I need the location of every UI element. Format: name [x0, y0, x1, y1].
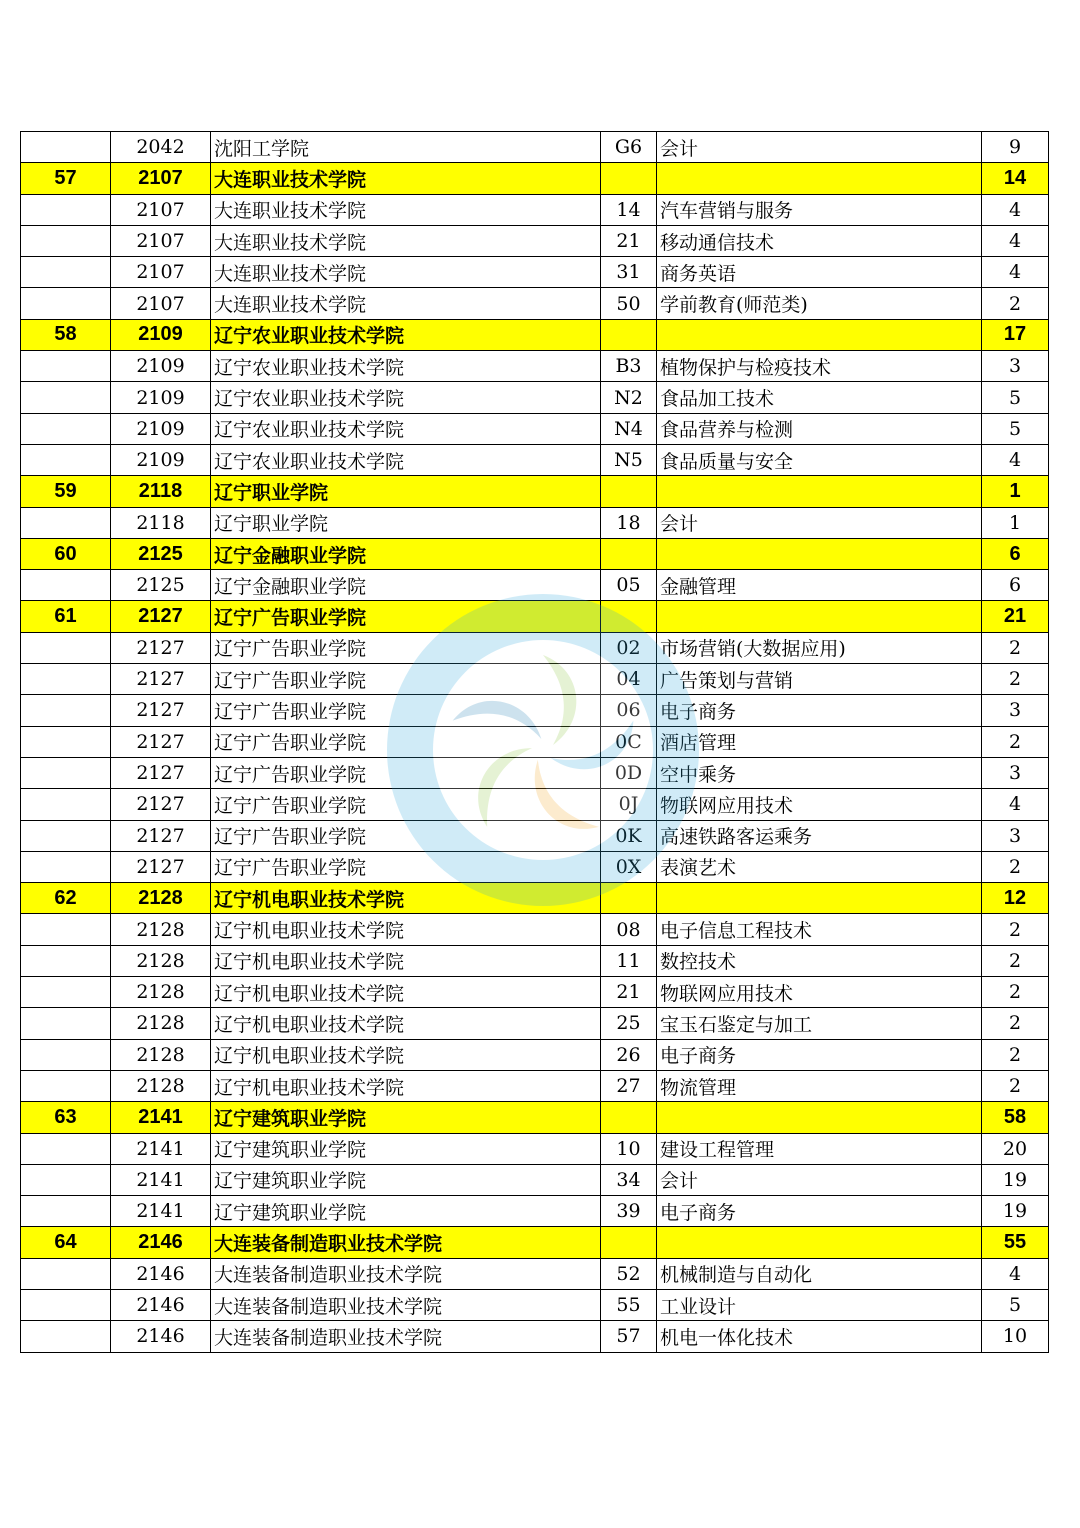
- major-row: [21, 977, 1049, 1008]
- seq-cell: [21, 444, 111, 475]
- major-code-cell: 05: [601, 570, 657, 601]
- school-summary-row: [21, 476, 1049, 507]
- school-code-cell: 2107: [111, 163, 211, 194]
- major-code-cell: 14: [601, 194, 657, 225]
- major-row: [21, 1321, 1049, 1352]
- school-code-cell: 2127: [111, 726, 211, 757]
- major-name-cell: 植物保护与检疫技术: [657, 351, 982, 382]
- school-name-cell: 辽宁农业职业技术学院: [211, 382, 601, 413]
- major-name-cell: 电子信息工程技术: [657, 914, 982, 945]
- school-code-cell: 2128: [111, 1039, 211, 1070]
- school-code-cell: 2118: [111, 507, 211, 538]
- total-plan-cell: 12: [982, 883, 1049, 914]
- seq-cell: [21, 351, 111, 382]
- seq-cell: [21, 288, 111, 319]
- major-code-cell: [601, 319, 657, 350]
- major-code-cell: 0D: [601, 757, 657, 788]
- major-name-cell: 学前教育(师范类): [657, 288, 982, 319]
- school-summary-row: [21, 319, 1049, 350]
- seq-cell: [21, 382, 111, 413]
- major-name-cell: 金融管理: [657, 570, 982, 601]
- seq-cell: [21, 413, 111, 444]
- major-row: [21, 507, 1049, 538]
- seq-cell: [21, 507, 111, 538]
- major-row: [21, 288, 1049, 319]
- school-name-cell: 大连装备制造职业技术学院: [211, 1289, 601, 1320]
- major-code-cell: [601, 883, 657, 914]
- major-name-cell: 酒店管理: [657, 726, 982, 757]
- plan-count-cell: 4: [982, 444, 1049, 475]
- school-name-cell: 辽宁广告职业学院: [211, 789, 601, 820]
- school-code-cell: 2146: [111, 1321, 211, 1352]
- seq-cell: [21, 570, 111, 601]
- major-code-cell: [601, 163, 657, 194]
- major-row: [21, 851, 1049, 882]
- school-name-cell: 辽宁机电职业技术学院: [211, 1008, 601, 1039]
- school-summary-row: [21, 1227, 1049, 1258]
- school-code-cell: 2109: [111, 413, 211, 444]
- major-name-cell: [657, 601, 982, 632]
- school-summary-row: [21, 1102, 1049, 1133]
- total-plan-cell: 55: [982, 1227, 1049, 1258]
- seq-cell: [21, 664, 111, 695]
- major-row: [21, 351, 1049, 382]
- major-code-cell: 06: [601, 695, 657, 726]
- major-name-cell: 会计: [657, 507, 982, 538]
- school-name-cell: 辽宁农业职业技术学院: [211, 444, 601, 475]
- school-name-cell: 辽宁机电职业技术学院: [211, 914, 601, 945]
- major-name-cell: 物联网应用技术: [657, 977, 982, 1008]
- total-plan-cell: 21: [982, 601, 1049, 632]
- school-code-cell: 2125: [111, 538, 211, 569]
- major-code-cell: 0X: [601, 851, 657, 882]
- plan-count-cell: 5: [982, 382, 1049, 413]
- major-code-cell: 11: [601, 945, 657, 976]
- plan-count-cell: 2: [982, 1008, 1049, 1039]
- school-name-cell: 辽宁职业学院: [211, 507, 601, 538]
- major-name-cell: 空中乘务: [657, 757, 982, 788]
- seq-cell: 61: [21, 601, 111, 632]
- school-name-cell: 大连职业技术学院: [211, 194, 601, 225]
- school-summary-row: [21, 601, 1049, 632]
- major-name-cell: 会计: [657, 1164, 982, 1195]
- major-row: [21, 382, 1049, 413]
- school-code-cell: 2128: [111, 914, 211, 945]
- major-name-cell: [657, 319, 982, 350]
- major-row: [21, 914, 1049, 945]
- school-code-cell: 2128: [111, 977, 211, 1008]
- major-name-cell: 食品加工技术: [657, 382, 982, 413]
- seq-cell: [21, 194, 111, 225]
- seq-cell: 62: [21, 883, 111, 914]
- seq-cell: [21, 1258, 111, 1289]
- seq-cell: [21, 1164, 111, 1195]
- plan-count-cell: 4: [982, 194, 1049, 225]
- major-name-cell: 工业设计: [657, 1289, 982, 1320]
- school-name-cell: 辽宁农业职业技术学院: [211, 319, 601, 350]
- seq-cell: 59: [21, 476, 111, 507]
- plan-count-cell: 2: [982, 977, 1049, 1008]
- major-row: [21, 1133, 1049, 1164]
- major-row: [21, 1039, 1049, 1070]
- major-name-cell: [657, 1227, 982, 1258]
- school-name-cell: 大连装备制造职业技术学院: [211, 1258, 601, 1289]
- major-code-cell: 10: [601, 1133, 657, 1164]
- major-name-cell: 移动通信技术: [657, 225, 982, 256]
- school-code-cell: 2128: [111, 1008, 211, 1039]
- plan-count-cell: 2: [982, 1070, 1049, 1101]
- major-code-cell: 0K: [601, 820, 657, 851]
- school-code-cell: 2141: [111, 1164, 211, 1195]
- school-code-cell: 2127: [111, 664, 211, 695]
- plan-count-cell: 2: [982, 945, 1049, 976]
- total-plan-cell: 17: [982, 319, 1049, 350]
- major-name-cell: 物联网应用技术: [657, 789, 982, 820]
- major-name-cell: 高速铁路客运乘务: [657, 820, 982, 851]
- school-code-cell: 2146: [111, 1258, 211, 1289]
- school-name-cell: 辽宁建筑职业学院: [211, 1102, 601, 1133]
- major-row: [21, 225, 1049, 256]
- school-code-cell: 2109: [111, 319, 211, 350]
- major-name-cell: [657, 476, 982, 507]
- major-row: [21, 1258, 1049, 1289]
- major-name-cell: [657, 883, 982, 914]
- major-row: [21, 1164, 1049, 1195]
- school-name-cell: 辽宁机电职业技术学院: [211, 1070, 601, 1101]
- school-name-cell: 沈阳工学院: [211, 132, 601, 163]
- plan-count-cell: 4: [982, 789, 1049, 820]
- seq-cell: 57: [21, 163, 111, 194]
- plan-count-cell: 9: [982, 132, 1049, 163]
- school-code-cell: 2107: [111, 225, 211, 256]
- plan-count-cell: 5: [982, 1289, 1049, 1320]
- seq-cell: [21, 257, 111, 288]
- school-name-cell: 辽宁机电职业技术学院: [211, 977, 601, 1008]
- plan-count-cell: 5: [982, 413, 1049, 444]
- major-name-cell: 机械制造与自动化: [657, 1258, 982, 1289]
- major-name-cell: 汽车营销与服务: [657, 194, 982, 225]
- school-code-cell: 2107: [111, 194, 211, 225]
- school-code-cell: 2141: [111, 1133, 211, 1164]
- major-code-cell: 18: [601, 507, 657, 538]
- school-name-cell: 辽宁广告职业学院: [211, 695, 601, 726]
- school-code-cell: 2127: [111, 695, 211, 726]
- major-code-cell: [601, 1227, 657, 1258]
- major-code-cell: 04: [601, 664, 657, 695]
- major-row: [21, 1196, 1049, 1227]
- major-code-cell: 25: [601, 1008, 657, 1039]
- school-code-cell: 2118: [111, 476, 211, 507]
- seq-cell: [21, 851, 111, 882]
- school-name-cell: 辽宁广告职业学院: [211, 820, 601, 851]
- school-code-cell: 2042: [111, 132, 211, 163]
- seq-cell: [21, 225, 111, 256]
- plan-count-cell: 2: [982, 851, 1049, 882]
- seq-cell: [21, 914, 111, 945]
- plan-count-cell: 3: [982, 757, 1049, 788]
- plan-count-cell: 2: [982, 914, 1049, 945]
- plan-count-cell: 6: [982, 570, 1049, 601]
- major-name-cell: 商务英语: [657, 257, 982, 288]
- school-name-cell: 辽宁广告职业学院: [211, 632, 601, 663]
- major-code-cell: 08: [601, 914, 657, 945]
- major-code-cell: [601, 601, 657, 632]
- plan-count-cell: 3: [982, 351, 1049, 382]
- school-summary-row: [21, 163, 1049, 194]
- school-name-cell: 辽宁机电职业技术学院: [211, 1039, 601, 1070]
- major-name-cell: [657, 1102, 982, 1133]
- major-row: [21, 664, 1049, 695]
- seq-cell: 60: [21, 538, 111, 569]
- total-plan-cell: 6: [982, 538, 1049, 569]
- major-code-cell: B3: [601, 351, 657, 382]
- major-code-cell: [601, 476, 657, 507]
- major-code-cell: G6: [601, 132, 657, 163]
- major-code-cell: 55: [601, 1289, 657, 1320]
- seq-cell: [21, 1070, 111, 1101]
- school-summary-row: [21, 538, 1049, 569]
- major-code-cell: 39: [601, 1196, 657, 1227]
- plan-count-cell: 2: [982, 726, 1049, 757]
- school-code-cell: 2127: [111, 789, 211, 820]
- seq-cell: 58: [21, 319, 111, 350]
- major-name-cell: [657, 163, 982, 194]
- seq-cell: 64: [21, 1227, 111, 1258]
- major-row: [21, 413, 1049, 444]
- school-name-cell: 辽宁机电职业技术学院: [211, 883, 601, 914]
- major-code-cell: 02: [601, 632, 657, 663]
- major-row: [21, 945, 1049, 976]
- seq-cell: [21, 1321, 111, 1352]
- seq-cell: [21, 789, 111, 820]
- school-name-cell: 大连职业技术学院: [211, 257, 601, 288]
- major-code-cell: N5: [601, 444, 657, 475]
- major-row: [21, 726, 1049, 757]
- seq-cell: [21, 695, 111, 726]
- seq-cell: [21, 820, 111, 851]
- school-name-cell: 辽宁职业学院: [211, 476, 601, 507]
- school-code-cell: 2146: [111, 1289, 211, 1320]
- school-code-cell: 2107: [111, 257, 211, 288]
- school-name-cell: 辽宁广告职业学院: [211, 601, 601, 632]
- seq-cell: [21, 1289, 111, 1320]
- school-name-cell: 辽宁农业职业技术学院: [211, 351, 601, 382]
- major-code-cell: 57: [601, 1321, 657, 1352]
- school-name-cell: 大连装备制造职业技术学院: [211, 1321, 601, 1352]
- major-row: [21, 1008, 1049, 1039]
- major-code-cell: [601, 538, 657, 569]
- major-name-cell: 电子商务: [657, 695, 982, 726]
- major-name-cell: 机电一体化技术: [657, 1321, 982, 1352]
- school-code-cell: 2141: [111, 1102, 211, 1133]
- major-row: [21, 789, 1049, 820]
- major-code-cell: 34: [601, 1164, 657, 1195]
- school-name-cell: 辽宁建筑职业学院: [211, 1133, 601, 1164]
- plan-count-cell: 19: [982, 1164, 1049, 1195]
- school-code-cell: 2127: [111, 757, 211, 788]
- school-code-cell: 2127: [111, 632, 211, 663]
- seq-cell: [21, 1039, 111, 1070]
- school-name-cell: 辽宁广告职业学院: [211, 726, 601, 757]
- school-name-cell: 辽宁农业职业技术学院: [211, 413, 601, 444]
- major-row: [21, 257, 1049, 288]
- major-name-cell: 会计: [657, 132, 982, 163]
- school-code-cell: 2125: [111, 570, 211, 601]
- seq-cell: [21, 726, 111, 757]
- major-row: [21, 632, 1049, 663]
- school-code-cell: 2128: [111, 945, 211, 976]
- plan-count-cell: 2: [982, 664, 1049, 695]
- school-code-cell: 2107: [111, 288, 211, 319]
- school-code-cell: 2128: [111, 883, 211, 914]
- major-code-cell: 0J: [601, 789, 657, 820]
- school-code-cell: 2127: [111, 820, 211, 851]
- major-code-cell: 52: [601, 1258, 657, 1289]
- school-code-cell: 2109: [111, 351, 211, 382]
- major-name-cell: 食品营养与检测: [657, 413, 982, 444]
- school-name-cell: 辽宁广告职业学院: [211, 664, 601, 695]
- school-name-cell: 辽宁广告职业学院: [211, 851, 601, 882]
- major-row: [21, 444, 1049, 475]
- seq-cell: [21, 1133, 111, 1164]
- major-name-cell: 数控技术: [657, 945, 982, 976]
- enrollment-plan-table: [20, 131, 1049, 1353]
- seq-cell: [21, 945, 111, 976]
- plan-count-cell: 2: [982, 288, 1049, 319]
- plan-count-cell: 1: [982, 507, 1049, 538]
- major-row: [21, 695, 1049, 726]
- seq-cell: [21, 132, 111, 163]
- major-row: [21, 132, 1049, 163]
- school-name-cell: 辽宁建筑职业学院: [211, 1196, 601, 1227]
- plan-count-cell: 3: [982, 820, 1049, 851]
- school-name-cell: 辽宁建筑职业学院: [211, 1164, 601, 1195]
- school-code-cell: 2127: [111, 601, 211, 632]
- plan-count-cell: 4: [982, 1258, 1049, 1289]
- plan-count-cell: 2: [982, 1039, 1049, 1070]
- major-code-cell: [601, 1102, 657, 1133]
- seq-cell: [21, 632, 111, 663]
- plan-count-cell: 19: [982, 1196, 1049, 1227]
- major-row: [21, 757, 1049, 788]
- school-name-cell: 辽宁金融职业学院: [211, 570, 601, 601]
- major-name-cell: 市场营销(大数据应用): [657, 632, 982, 663]
- major-code-cell: 21: [601, 977, 657, 1008]
- plan-count-cell: 4: [982, 257, 1049, 288]
- school-code-cell: 2109: [111, 444, 211, 475]
- plan-count-cell: 3: [982, 695, 1049, 726]
- major-code-cell: 26: [601, 1039, 657, 1070]
- school-name-cell: 大连装备制造职业技术学院: [211, 1227, 601, 1258]
- plan-count-cell: 10: [982, 1321, 1049, 1352]
- total-plan-cell: 58: [982, 1102, 1049, 1133]
- major-name-cell: 表演艺术: [657, 851, 982, 882]
- major-name-cell: 物流管理: [657, 1070, 982, 1101]
- major-row: [21, 570, 1049, 601]
- major-name-cell: 宝玉石鉴定与加工: [657, 1008, 982, 1039]
- major-code-cell: 27: [601, 1070, 657, 1101]
- major-name-cell: [657, 538, 982, 569]
- seq-cell: [21, 1196, 111, 1227]
- major-code-cell: 0C: [601, 726, 657, 757]
- major-name-cell: 电子商务: [657, 1196, 982, 1227]
- plan-count-cell: 4: [982, 225, 1049, 256]
- school-name-cell: 大连职业技术学院: [211, 225, 601, 256]
- major-code-cell: N2: [601, 382, 657, 413]
- school-summary-row: [21, 883, 1049, 914]
- major-row: [21, 820, 1049, 851]
- major-name-cell: 电子商务: [657, 1039, 982, 1070]
- school-name-cell: 辽宁机电职业技术学院: [211, 945, 601, 976]
- major-row: [21, 1070, 1049, 1101]
- plan-count-cell: 2: [982, 632, 1049, 663]
- major-code-cell: 50: [601, 288, 657, 319]
- school-name-cell: 大连职业技术学院: [211, 288, 601, 319]
- table-body: [21, 132, 1049, 1353]
- major-name-cell: 建设工程管理: [657, 1133, 982, 1164]
- school-code-cell: 2109: [111, 382, 211, 413]
- school-code-cell: 2141: [111, 1196, 211, 1227]
- major-code-cell: 31: [601, 257, 657, 288]
- school-code-cell: 2128: [111, 1070, 211, 1101]
- major-row: [21, 1289, 1049, 1320]
- major-code-cell: 21: [601, 225, 657, 256]
- major-name-cell: 食品质量与安全: [657, 444, 982, 475]
- seq-cell: [21, 757, 111, 788]
- seq-cell: [21, 1008, 111, 1039]
- seq-cell: [21, 977, 111, 1008]
- school-name-cell: 大连职业技术学院: [211, 163, 601, 194]
- school-code-cell: 2146: [111, 1227, 211, 1258]
- major-code-cell: N4: [601, 413, 657, 444]
- plan-count-cell: 20: [982, 1133, 1049, 1164]
- major-name-cell: 广告策划与营销: [657, 664, 982, 695]
- school-name-cell: 辽宁广告职业学院: [211, 757, 601, 788]
- total-plan-cell: 1: [982, 476, 1049, 507]
- school-name-cell: 辽宁金融职业学院: [211, 538, 601, 569]
- seq-cell: 63: [21, 1102, 111, 1133]
- total-plan-cell: 14: [982, 163, 1049, 194]
- school-code-cell: 2127: [111, 851, 211, 882]
- major-row: [21, 194, 1049, 225]
